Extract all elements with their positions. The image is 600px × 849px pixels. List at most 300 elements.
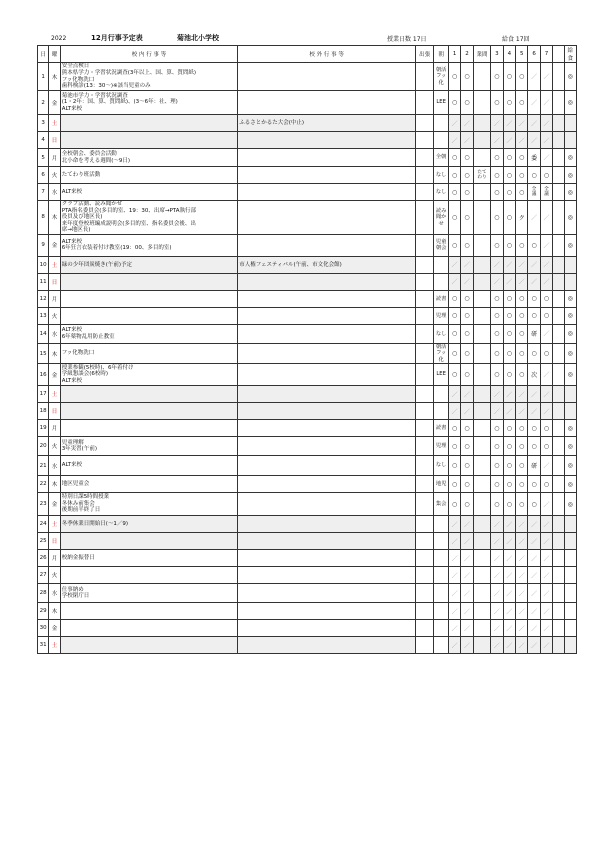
col-day: 日 [38, 46, 49, 63]
period-4-cell: ／ [503, 637, 515, 654]
school-events-cell [60, 403, 238, 420]
period-5-cell: ○ [516, 184, 528, 201]
morning-activity-line: なし [435, 462, 447, 469]
period-4-cell: ○ [503, 290, 515, 307]
trip-cell [415, 584, 434, 603]
lunch-cell: ◎ [564, 456, 576, 476]
period-6-cell: ／ [528, 201, 540, 235]
period-7-cell: ○ [540, 307, 552, 324]
external-events-cell [238, 132, 416, 149]
break-cell [473, 516, 491, 533]
period-6-cell: ／ [528, 550, 540, 567]
weekday-cell: 月 [49, 420, 60, 437]
lunch-cell: ◎ [564, 476, 576, 493]
period-3-cell: ／ [491, 386, 503, 403]
period-7-cell: ／ [540, 493, 552, 516]
meal-count: 給食 17回 [502, 35, 530, 43]
spacer-cell [553, 132, 564, 149]
trip-cell [415, 386, 434, 403]
lunch-cell [564, 132, 576, 149]
lunch-cell: ◎ [564, 493, 576, 516]
period-2-cell: ／ [461, 584, 473, 603]
period-5-cell: ／ [516, 516, 528, 533]
weekday-cell: 水 [49, 184, 60, 201]
col-period-4: 4 [503, 46, 515, 63]
period-4-cell: ○ [503, 184, 515, 201]
col-period-7: 7 [540, 46, 552, 63]
period-6-cell: ○ [528, 234, 540, 256]
weekday-cell: 金 [49, 91, 60, 115]
break-cell [473, 290, 491, 307]
trip-cell [415, 307, 434, 324]
period-2-cell: ／ [461, 516, 473, 533]
period-1-cell: ／ [448, 533, 460, 550]
spacer-cell [553, 167, 564, 184]
morning-activity-cell [434, 63, 448, 91]
period-3-cell: ／ [491, 567, 503, 584]
table-row [38, 290, 577, 307]
header-row [38, 46, 577, 63]
spacer-cell [553, 637, 564, 654]
school-event-line: 席→地区長) [61, 227, 91, 234]
morning-activity-cell [434, 149, 448, 167]
period-3-cell: ○ [491, 63, 503, 91]
day-cell: 21 [38, 456, 49, 476]
table-row [38, 550, 577, 567]
break-cell [473, 493, 491, 516]
morning-activity-cell [434, 603, 448, 620]
table-row [38, 324, 577, 343]
period-6-cell: 研 [528, 324, 540, 343]
period-2-cell: ○ [461, 324, 473, 343]
period-3-cell: ○ [491, 167, 503, 184]
table-row [38, 167, 577, 184]
spacer-cell [553, 324, 564, 343]
spacer-cell [553, 584, 564, 603]
lunch-cell: ◎ [564, 91, 576, 115]
break-cell [473, 437, 491, 456]
period-2-cell: ／ [461, 115, 473, 132]
period-3-cell: ／ [491, 550, 503, 567]
morning-activity-cell [434, 343, 448, 363]
break-cell [473, 550, 491, 567]
period-7-cell: ／ [540, 273, 552, 290]
period-3-cell: ○ [491, 149, 503, 167]
morning-activity-cell [434, 256, 448, 273]
period-3-cell: ／ [491, 115, 503, 132]
weekday-cell: 火 [49, 437, 60, 456]
period-7-cell: ／ [540, 533, 552, 550]
day-cell: 11 [38, 273, 49, 290]
school-events-cell [60, 364, 238, 386]
period-4-cell: ／ [503, 603, 515, 620]
period-3-cell: ／ [491, 132, 503, 149]
weekday-cell: 火 [49, 567, 60, 584]
external-events-cell [238, 364, 416, 386]
table-row [38, 603, 577, 620]
day-cell: 15 [38, 343, 49, 363]
trip-cell [415, 533, 434, 550]
break-cell [473, 456, 491, 476]
period-6-cell: ○ [528, 307, 540, 324]
trip-cell [415, 167, 434, 184]
period-7-cell: ／ [540, 620, 552, 637]
spacer-cell [553, 603, 564, 620]
period-6-cell: ／ [528, 132, 540, 149]
period-4-cell: ○ [503, 234, 515, 256]
period-7-cell: ○ [540, 437, 552, 456]
external-events-cell [238, 290, 416, 307]
school-events-cell [60, 456, 238, 476]
morning-activity-cell [434, 307, 448, 324]
table-row [38, 584, 577, 603]
period-7-cell: ○ [540, 167, 552, 184]
break-cell [473, 533, 491, 550]
day-cell: 26 [38, 550, 49, 567]
break-cell [473, 149, 491, 167]
period-4-cell: ／ [503, 115, 515, 132]
day-cell: 19 [38, 420, 49, 437]
period-7-cell: ／ [540, 386, 552, 403]
period-5-cell: ○ [516, 324, 528, 343]
school-event-line: 6年狂言衣装着付け教室(19：00、多目的室) [61, 245, 172, 252]
weekday-cell: 水 [49, 584, 60, 603]
morning-activity-cell [434, 132, 448, 149]
spacer-cell [553, 456, 564, 476]
weekday-cell: 木 [49, 63, 60, 91]
col-lunch: 給食 [564, 46, 576, 63]
school-event-line: 6年薬物乱用防止教室 [61, 333, 115, 340]
weekday-cell: 月 [49, 550, 60, 567]
external-events-cell [238, 476, 416, 493]
period-2-cell: ○ [461, 63, 473, 91]
period-6-cell: ○ [528, 343, 540, 363]
period-6-cell: ○ [528, 290, 540, 307]
day-cell: 4 [38, 132, 49, 149]
weekday-cell: 水 [49, 456, 60, 476]
break-cell [473, 63, 491, 91]
morning-activity-cell [434, 567, 448, 584]
lunch-cell [564, 533, 576, 550]
morning-activity-cell [434, 584, 448, 603]
day-cell: 10 [38, 256, 49, 273]
period-7-cell: ／ [540, 256, 552, 273]
spacer-cell [553, 115, 564, 132]
external-events-cell [238, 516, 416, 533]
period-2-cell: ／ [461, 637, 473, 654]
trip-cell [415, 343, 434, 363]
period-6-cell: ／ [528, 567, 540, 584]
period-2-cell: ／ [461, 567, 473, 584]
lunch-cell [564, 620, 576, 637]
day-cell: 8 [38, 201, 49, 235]
school-events-cell [60, 149, 238, 167]
break-cell [473, 91, 491, 115]
period-7-cell: ／ [540, 115, 552, 132]
spacer-cell [553, 567, 564, 584]
external-events-cell: ふるさとかるた大会(中止) [238, 115, 416, 132]
external-events-cell [238, 437, 416, 456]
external-events-cell [238, 637, 416, 654]
period-3-cell: ／ [491, 403, 503, 420]
table-row [38, 476, 577, 493]
school-events-cell [60, 234, 238, 256]
school-events-cell [60, 167, 238, 184]
period-3-cell: ○ [491, 91, 503, 115]
table-row [38, 132, 577, 149]
school-event-line: 全校朝会、委員会活動 [61, 150, 117, 157]
weekday-cell: 土 [49, 256, 60, 273]
lunch-cell: ◎ [564, 201, 576, 235]
period-4-cell: ○ [503, 307, 515, 324]
period-1-cell: ／ [448, 115, 460, 132]
period-2-cell: ／ [461, 403, 473, 420]
period-7-cell: ／ [540, 132, 552, 149]
spacer-cell [553, 437, 564, 456]
trip-cell [415, 115, 434, 132]
school-event-line: 冬季休業日開始日(～1／9) [61, 520, 128, 527]
school-events-cell [60, 115, 238, 132]
morning-activity-cell [434, 550, 448, 567]
weekday-cell: 水 [49, 324, 60, 343]
morning-activity-cell [434, 476, 448, 493]
lunch-cell [564, 115, 576, 132]
col-period-6: 6 [528, 46, 540, 63]
period-1-cell: ○ [448, 456, 460, 476]
period-2-cell: ○ [461, 456, 473, 476]
lunch-cell [564, 273, 576, 290]
trip-cell [415, 403, 434, 420]
period-1-cell: ○ [448, 307, 460, 324]
trip-cell [415, 132, 434, 149]
break-cell [473, 364, 491, 386]
period-3-cell: ○ [491, 201, 503, 235]
period-2-cell: ／ [461, 533, 473, 550]
school-event-line: 役員及び地区長) [61, 214, 103, 221]
trip-cell [415, 516, 434, 533]
morning-activity-cell [434, 91, 448, 115]
morning-activity-cell [434, 403, 448, 420]
school-event-line: 授業参観(5校時)、6年着付け [61, 364, 134, 371]
morning-activity-line: 朝会 [435, 245, 447, 252]
period-5-cell: ○ [516, 290, 528, 307]
period-6-cell: ／ [528, 63, 540, 91]
period-6-cell: ／ [528, 637, 540, 654]
school-event-line: 北小命を考える週間(～9日) [61, 157, 130, 164]
period-6-cell: ○ [528, 167, 540, 184]
period-7-cell: ／ [540, 516, 552, 533]
school-event-line: 地区児童会 [61, 480, 90, 487]
break-cell [473, 324, 491, 343]
period-3-cell: ○ [491, 343, 503, 363]
period-6-cell: 次 [528, 364, 540, 386]
external-events-cell [238, 167, 416, 184]
period-1-cell: ○ [448, 476, 460, 493]
weekday-cell: 土 [49, 516, 60, 533]
period-5-cell: ク [516, 201, 528, 235]
spacer-cell [553, 91, 564, 115]
school-event-line: 安全点検日 [61, 63, 90, 70]
school-events-cell [60, 201, 238, 235]
school-events-cell [60, 437, 238, 456]
morning-activity-cell [434, 201, 448, 235]
external-events-cell [238, 63, 416, 91]
trip-cell [415, 476, 434, 493]
school-events-cell [60, 290, 238, 307]
period-2-cell: ○ [461, 364, 473, 386]
day-cell: 1 [38, 63, 49, 91]
trip-cell [415, 637, 434, 654]
school-events-cell [60, 493, 238, 516]
school-events-cell [60, 307, 238, 324]
period-7-cell: ／ [540, 149, 552, 167]
period-6-cell: ○ [528, 493, 540, 516]
table-row [38, 533, 577, 550]
period-5-cell: ○ [516, 167, 528, 184]
period-6-cell: ／ [528, 516, 540, 533]
external-events-cell [238, 149, 416, 167]
trip-cell [415, 603, 434, 620]
table-row [38, 184, 577, 201]
trip-cell [415, 234, 434, 256]
period-4-cell: ／ [503, 620, 515, 637]
period-1-cell: ○ [448, 167, 460, 184]
period-2-cell: ○ [461, 437, 473, 456]
table-row [38, 201, 577, 235]
period-2-cell: ／ [461, 386, 473, 403]
period-2-cell: ○ [461, 476, 473, 493]
lunch-cell: ◎ [564, 149, 576, 167]
period-1-cell: ○ [448, 290, 460, 307]
table-row [38, 149, 577, 167]
day-cell: 29 [38, 603, 49, 620]
lunch-cell: ◎ [564, 184, 576, 201]
period-7-cell: ／ [540, 403, 552, 420]
school-event-line: たてわり班活動 [61, 171, 101, 178]
period-7-cell: ／ [540, 550, 552, 567]
day-cell: 18 [38, 403, 49, 420]
spacer-cell [553, 234, 564, 256]
period-7-cell: ／ [540, 584, 552, 603]
break-cell [473, 234, 491, 256]
morning-activity-cell [434, 420, 448, 437]
school-events-cell [60, 132, 238, 149]
external-events-cell [238, 533, 416, 550]
day-cell: 12 [38, 290, 49, 307]
external-events-cell [238, 456, 416, 476]
morning-activity-cell [434, 620, 448, 637]
period-2-cell: ○ [461, 343, 473, 363]
table-row [38, 343, 577, 363]
break-cell [473, 567, 491, 584]
period-7-cell: ／ [540, 234, 552, 256]
break-cell [473, 637, 491, 654]
lunch-cell: ◎ [564, 437, 576, 456]
external-events-cell [238, 584, 416, 603]
period-5-cell: ○ [516, 420, 528, 437]
school-events-cell [60, 637, 238, 654]
break-cell [473, 584, 491, 603]
lunch-cell [564, 386, 576, 403]
spacer-cell [553, 364, 564, 386]
morning-activity-line: 読書 [435, 424, 447, 431]
period-1-cell: ○ [448, 91, 460, 115]
period-1-cell: ／ [448, 403, 460, 420]
day-cell: 27 [38, 567, 49, 584]
period-6-cell: ／ [528, 533, 540, 550]
period-5-cell: ○ [516, 307, 528, 324]
period-3-cell: ○ [491, 493, 503, 516]
lunch-cell: ◎ [564, 324, 576, 343]
period-2-cell: ○ [461, 234, 473, 256]
schedule-sheet [37, 33, 577, 654]
period-5-cell: ／ [516, 386, 528, 403]
period-5-cell: ／ [516, 273, 528, 290]
table-row [38, 63, 577, 91]
trip-cell [415, 364, 434, 386]
spacer-cell [553, 550, 564, 567]
table-row [38, 234, 577, 256]
external-events-cell [238, 234, 416, 256]
school-events-cell [60, 620, 238, 637]
weekday-cell: 土 [49, 115, 60, 132]
morning-activity-cell [434, 167, 448, 184]
period-2-cell: ○ [461, 307, 473, 324]
morning-activity-line: なし [435, 330, 447, 337]
col-spacer [553, 46, 564, 63]
period-4-cell: ／ [503, 386, 515, 403]
period-5-cell: ○ [516, 343, 528, 363]
period-6-cell: ／ [528, 603, 540, 620]
school-event-line: 校納金振替日 [61, 554, 95, 561]
period-3-cell: ○ [491, 234, 503, 256]
period-2-cell: ○ [461, 91, 473, 115]
school-events-cell [60, 476, 238, 493]
period-5-cell: ／ [516, 584, 528, 603]
external-events-cell [238, 201, 416, 235]
period-4-cell: ／ [503, 550, 515, 567]
period-7-cell: ／ [540, 201, 552, 235]
school-events-cell [60, 273, 238, 290]
weekday-cell: 日 [49, 403, 60, 420]
period-6-cell: ／ [528, 620, 540, 637]
break-cell [473, 386, 491, 403]
morning-activity-line: 地児 [435, 480, 447, 487]
day-cell: 16 [38, 364, 49, 386]
trip-cell [415, 420, 434, 437]
period-5-cell: ○ [516, 437, 528, 456]
external-events-cell [238, 620, 416, 637]
period-3-cell: ／ [491, 603, 503, 620]
period-3-cell: ○ [491, 456, 503, 476]
table-row [38, 420, 577, 437]
period-5-cell: ○ [516, 63, 528, 91]
weekday-cell: 木 [49, 343, 60, 363]
school-events-cell [60, 584, 238, 603]
day-cell: 7 [38, 184, 49, 201]
day-cell: 28 [38, 584, 49, 603]
col-trip: 出張 [415, 46, 434, 63]
period-7-cell: ／ [540, 567, 552, 584]
morning-activity-cell [434, 115, 448, 132]
period-1-cell: ／ [448, 386, 460, 403]
school-events-cell [60, 63, 238, 91]
trip-cell [415, 493, 434, 516]
morning-activity-cell [434, 516, 448, 533]
table-row [38, 386, 577, 403]
spacer-cell [553, 290, 564, 307]
school-event-line: ALT来校 [61, 327, 83, 334]
